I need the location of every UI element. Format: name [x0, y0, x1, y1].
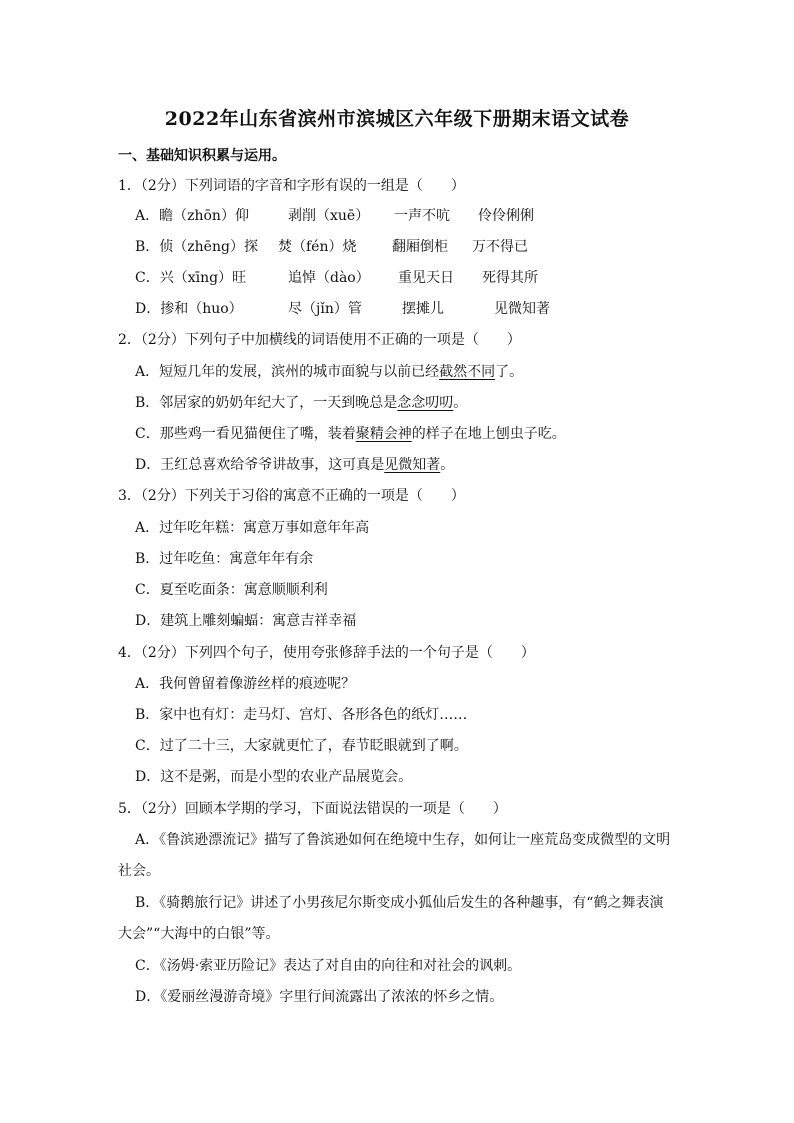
option-text: 。	[440, 457, 455, 473]
question-4-option-a: A．我何曾留着像游丝样的痕迹呢？	[135, 676, 356, 692]
question-4-option-b: B．家中也有灯：走马灯、宫灯、各形各色的纸灯……	[135, 707, 468, 723]
option-text: B．邻居家的奶奶年纪大了，一天到晚总是	[135, 395, 398, 411]
question-3-option-c: C．夏至吃面条：寓意顺顺利利	[135, 582, 328, 598]
underlined-word: 截然不同	[439, 364, 496, 380]
option-word: 焚（fén）烧	[278, 239, 357, 255]
question-5-option-a: A．《鲁滨逊漂流记》描写了鲁滨逊如何在绝境中生存，如何让一座荒岛变成微型的文明	[135, 832, 671, 848]
option-word: 死得其所	[482, 270, 538, 286]
option-word: 尽（jǐn）管	[288, 301, 362, 317]
option-word: 万不得已	[472, 239, 528, 255]
question-5-stem: 5．（2分）回顾本学期的学习，下面说法错误的一项是（ ）	[118, 801, 507, 817]
question-4-option-d: D．这不是粥，而是小型的农业产品展览会。	[135, 769, 413, 785]
question-5-option-b: B．《骑鹅旅行记》讲述了小男孩尼尔斯变成小狐仙后发生的各种趣事，有“鹤之舞表演	[135, 895, 664, 911]
underlined-word: 见微知著	[384, 457, 441, 473]
option-word: B．侦（zhēng）探	[135, 239, 258, 255]
option-text: C．那些鸡一看见猫便住了嘴，装着	[135, 426, 356, 442]
option-word: 见微知著	[494, 301, 550, 317]
question-3-stem: 3．（2分）下列关于习俗的寓意不正确的一项是（ ）	[118, 488, 465, 504]
option-text: A．短短几年的发展，滨州的城市面貌与以前已经	[135, 364, 440, 380]
question-3-option-d: D．建筑上雕刻蝙蝠：寓意吉祥幸福	[135, 613, 357, 629]
question-1-stem: 1．（2分）下列词语的字音和字形有误的一组是（ ）	[118, 178, 465, 194]
option-word: A．瞻（zhōn）仰	[135, 208, 249, 224]
option-word: 伶伶俐俐	[478, 208, 534, 224]
question-2-option-c	[135, 424, 566, 444]
option-text: 的样子在地上刨虫子吃。	[411, 426, 566, 442]
question-2-option-b	[135, 393, 467, 413]
question-3-option-a: A．过年吃年糕：寓意万事如意年年高	[135, 520, 370, 536]
question-2-option-a	[135, 362, 523, 382]
question-2-stem: 2．（2分）下列句子中加横线的词语使用不正确的一项是（ ）	[118, 332, 521, 348]
question-3-option-b: B．过年吃鱼：寓意年年有余	[135, 551, 314, 567]
question-5-option-c: C．《汤姆·索亚历险记》表达了对自由的向往和对社会的讽刺。	[135, 958, 522, 974]
question-4-option-c: C．过了二十三，大家就更忙了，春节眨眼就到了啊。	[135, 738, 468, 754]
option-word: 剥削（xuē）	[288, 208, 370, 224]
option-word: 一声不吭	[394, 208, 450, 224]
section-heading: 一、基础知识积累与运用。	[118, 148, 286, 164]
question-5-option-a-continued: 社会。	[118, 863, 160, 879]
option-word: D．掺和（huo）	[135, 301, 243, 317]
question-2-option-d	[135, 455, 454, 475]
option-word: C．兴（xīng）旺	[135, 270, 247, 286]
option-word: 追悼（dào）	[288, 270, 370, 286]
option-word: 重见天日	[398, 270, 454, 286]
question-5-option-d: D．《爱丽丝漫游奇境》字里行间流露出了浓浓的怀乡之情。	[135, 989, 504, 1005]
underlined-word: 念念叨叨	[397, 395, 454, 411]
exam-title: 2022年山东省滨州市滨城区六年级下册期末语文试卷	[164, 108, 630, 130]
option-word: 翻厢倒柜	[392, 239, 448, 255]
option-text: D．王红总喜欢给爷爷讲故事，这可真是	[135, 457, 385, 473]
option-word: 摆摊儿	[402, 301, 444, 317]
underlined-word: 聚精会神	[355, 426, 412, 442]
option-text: 。	[453, 395, 468, 411]
option-text: 了。	[495, 364, 524, 380]
question-5-option-b-continued: 大会”“大海中的白银”等。	[118, 926, 280, 942]
question-4-stem: 4．（2分）下列四个句子，使用夸张修辞手法的一个句子是（ ）	[118, 645, 535, 661]
